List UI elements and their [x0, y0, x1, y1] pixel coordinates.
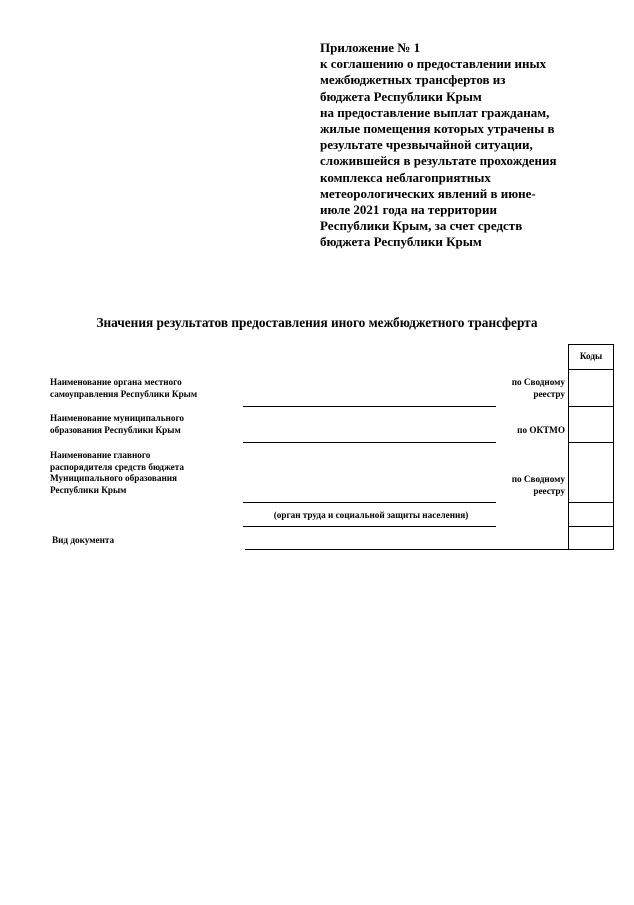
appendix-line: бюджета Республики Крым [320, 88, 482, 104]
row-label-local-authority [50, 377, 197, 400]
codes-left-border [568, 344, 569, 550]
appendix-block [320, 40, 620, 251]
row-label-budget-manager [50, 450, 184, 496]
ref-line: реестру [533, 485, 565, 496]
label-line: Республики Крым [50, 484, 127, 495]
row-label-municipality [50, 413, 184, 436]
ref-line: реестру [533, 388, 565, 399]
codes-row-border [568, 442, 614, 443]
ref-summary-registry [470, 474, 565, 497]
label-line: образования Республики Крым [50, 424, 181, 435]
doc-type-label [52, 535, 114, 547]
fill-line [243, 406, 496, 407]
codes-header-border [568, 369, 614, 370]
label-line: распорядителя средств бюджета [50, 461, 184, 472]
label-line: Наименование органа местного [50, 377, 182, 387]
appendix-line: к соглашению о предоставлении иных [320, 56, 547, 72]
appendix-line: метеорологических явлений в июне- [320, 185, 536, 201]
codes-row-border [568, 406, 614, 407]
appendix-line: на предоставление выплат гражданам, [320, 104, 550, 120]
codes-header: Коды [579, 351, 603, 361]
fill-line [243, 502, 496, 503]
label-line: самоуправления Республики Крым [50, 388, 198, 399]
ref-oktmo [470, 425, 565, 437]
ref-line: по ОКТМО [517, 425, 565, 435]
codes-row-border [568, 502, 614, 503]
fill-line [243, 526, 496, 527]
codes-row-border [568, 526, 614, 527]
appendix-line: бюджета Республики Крым [320, 234, 482, 250]
ref-summary-registry [470, 377, 565, 400]
label-line: Вид документа [52, 535, 115, 545]
appendix-line: жилые помещения которых утрачены в [320, 121, 555, 137]
appendix-line: Республики Крым, за счет средств [320, 218, 523, 234]
appendix-line: результате чрезвычайной ситуации, [320, 137, 533, 153]
appendix-title: Приложение № 1 [320, 40, 421, 55]
label-line: Наименование главного [50, 450, 151, 460]
doc-type-fill-line [245, 549, 568, 550]
fill-line [243, 442, 496, 443]
document-heading: Значения результатов предоставления иного межбюджетного трансферта [96, 315, 538, 330]
codes-right-border [613, 344, 614, 550]
appendix-line: межбюджетных трансфертов из [320, 72, 506, 88]
appendix-line: сложившейся в результате прохождения [320, 153, 557, 169]
ref-line: по Сводному [511, 474, 565, 484]
authority-note: (орган труда и социальной защиты населения) [273, 510, 469, 520]
codes-bottom-border [568, 549, 614, 550]
label-line: Наименование муниципального [50, 413, 184, 423]
label-line: Муниципального образования [50, 473, 178, 483]
ref-line: по Сводному [511, 377, 565, 387]
appendix-line: июле 2021 года на территории [320, 202, 497, 218]
appendix-line: комплекса неблагоприятных [320, 169, 491, 185]
